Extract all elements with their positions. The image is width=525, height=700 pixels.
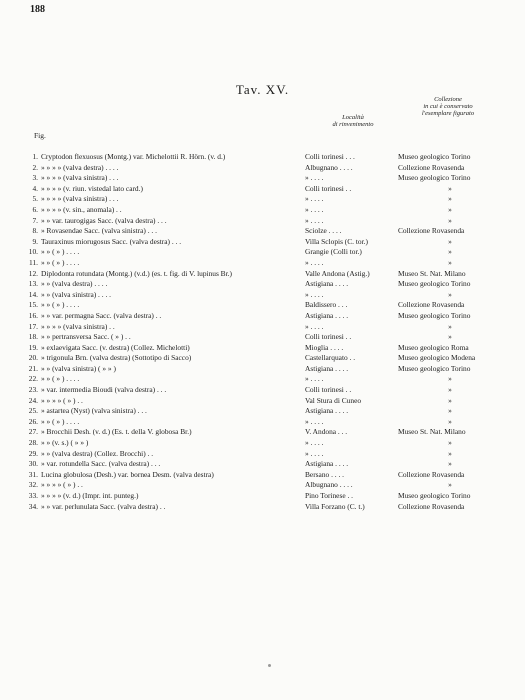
specimen-description: Lucina globulosa (Desh.) var. bornea Desm. (valva destra) <box>41 469 214 479</box>
figure-number: 9. <box>32 236 38 246</box>
header-locality-line: di rinvenimento <box>332 121 374 128</box>
table-row <box>0 269 525 280</box>
collection: » <box>448 183 452 193</box>
locality: Pino Torinese . . <box>305 491 353 500</box>
table-row <box>0 353 525 364</box>
figure-list <box>0 152 525 512</box>
figure-number: 3. <box>32 173 38 183</box>
collection: » <box>448 416 452 426</box>
figure-number: 11. <box>29 257 38 267</box>
figure-number: 25. <box>28 406 38 416</box>
header-collection-line: in cui è conservato <box>423 103 473 110</box>
figure-number: 24. <box>28 395 38 405</box>
collection: » <box>448 448 452 458</box>
collection: Museo geologico Torino <box>398 310 471 320</box>
locality: V. Andona . . . <box>305 427 348 437</box>
locality: Albugnano . . . . <box>305 162 353 172</box>
specimen-description: » » (valva destra) (Collez. Brocchi) . . <box>41 448 154 458</box>
locality: Grangie (Colli tor.) <box>305 247 362 257</box>
locality: » . . . . <box>305 204 324 214</box>
figure-number: 2. <box>32 162 38 172</box>
figure-number: 18. <box>28 332 38 342</box>
table-row <box>0 449 525 460</box>
collection: » <box>448 289 452 299</box>
table-row <box>0 311 525 322</box>
specimen-description: » var. rotundella Sacc. (valva destra) . . . <box>41 459 161 469</box>
table-row <box>0 396 525 407</box>
locality: Colli torinesi . . <box>305 385 352 395</box>
table-row <box>0 417 525 428</box>
locality: » . . . . <box>305 374 324 384</box>
specimen-description: » » (valva destra) . . . . <box>41 279 108 289</box>
plate-title: Tav. XV. <box>235 82 290 97</box>
figure-number: 19. <box>28 342 38 352</box>
collection: Museo St. Nat. Milano <box>398 268 466 278</box>
locality: Astigiana . . . . <box>305 459 349 469</box>
specimen-description: » » ( » ) . . . . <box>41 300 80 310</box>
specimen-description: Cryptodon flexuosus (Montg.) var. Michelottii R. Hörn. (v. d.) <box>41 152 226 161</box>
page-smudge <box>268 664 271 667</box>
figure-number: 22. <box>28 374 38 384</box>
figure-number: 33. <box>28 491 38 500</box>
specimen-description: » » var. taurogigas Sacc. (valva destra) . . . <box>41 215 167 225</box>
locality: Bersano . . . . <box>305 469 344 479</box>
table-row <box>0 226 525 237</box>
locality: » . . . . <box>305 438 324 448</box>
specimen-description: » » (valva sinistra) . . . . <box>41 289 111 299</box>
figure-number: 14. <box>28 289 38 299</box>
collection: » <box>448 194 452 204</box>
specimen-description: » » » » (valva sinistra) . . . <box>41 194 119 204</box>
figure-number: 4. <box>32 183 38 193</box>
figure-number: 32. <box>28 480 38 490</box>
figure-number: 16. <box>28 310 38 320</box>
table-row <box>0 173 525 184</box>
figure-number: 13. <box>28 279 38 289</box>
specimen-description: » » var. permagna Sacc. (valva destra) . . <box>41 310 162 320</box>
locality: Villa Sclopis (C. tor.) <box>305 236 368 246</box>
figure-number: 29. <box>28 448 38 458</box>
table-row <box>0 480 525 491</box>
figure-number: 27. <box>28 427 38 437</box>
table-row <box>0 290 525 301</box>
figure-number: 15. <box>28 300 38 310</box>
figure-number: 26. <box>28 416 38 426</box>
table-row <box>0 279 525 290</box>
collection: » <box>448 480 452 490</box>
specimen-description: » astartea (Nyst) (valva sinistra) . . . <box>41 406 147 416</box>
specimen-description: » » » » (v. riun. vistedal lato card.) <box>41 183 143 193</box>
locality: » . . . . <box>305 257 324 267</box>
figure-number: 30. <box>28 459 38 469</box>
specimen-description: » var. intermedia Bioudi (valva destra) . . . <box>41 385 167 395</box>
figure-number: 6. <box>32 204 38 214</box>
specimen-description: » » » » (valva sinistra) . . . <box>41 173 119 183</box>
table-row <box>0 205 525 216</box>
locality: Sciolze . . . . <box>305 226 342 236</box>
locality: Albugnano . . . . <box>305 480 353 490</box>
locality: Astigiana . . . . <box>305 310 349 320</box>
specimen-description: » » pertransversa Sacc. ( » ) . . <box>41 332 131 342</box>
collection: Collezione Rovasenda <box>398 469 465 479</box>
collection: » <box>448 257 452 267</box>
collection: » <box>448 204 452 214</box>
figure-number: 5. <box>32 194 38 204</box>
collection: » <box>448 236 452 246</box>
specimen-description: » » » » ( » ) . . <box>41 395 83 405</box>
locality: » . . . . <box>305 215 324 225</box>
collection: » <box>448 332 452 342</box>
collection: Collezione Rovasenda <box>398 501 465 511</box>
locality: Astigiana . . . . <box>305 279 349 289</box>
figure-number: 7. <box>32 215 38 225</box>
collection: Museo geologico Modena <box>398 353 476 363</box>
specimen-description: » » » » (v. sin., anomala) . . <box>41 204 122 214</box>
collection: » <box>448 247 452 257</box>
locality: » . . . . <box>305 321 324 331</box>
figure-number: 34. <box>28 501 38 511</box>
header-collection <box>398 96 498 117</box>
collection: » <box>448 438 452 448</box>
table-row <box>0 152 525 163</box>
locality: Colli torinesi . . <box>305 183 352 193</box>
table-row <box>0 184 525 195</box>
table-row <box>0 163 525 174</box>
table-row <box>0 258 525 269</box>
specimen-description: » trigonula Brn. (valva destra) (Sottotipo di Sacco) <box>41 353 192 363</box>
table-row <box>0 343 525 354</box>
table-row <box>0 322 525 333</box>
table-row <box>0 502 525 513</box>
specimen-description: » exlaevigata Sacc. (v. destra) (Collez. Michelotti) <box>41 342 190 352</box>
collection: » <box>448 385 452 395</box>
header-collection-line: l'esemplare figurato <box>421 110 475 117</box>
specimen-description: » » ( » ) . . . . <box>41 257 80 267</box>
collection: » <box>448 395 452 405</box>
specimen-description: » Brocchii Desh. (v. d.) (Es. t. della V. globosa Br.) <box>41 427 192 437</box>
locality: » . . . . <box>305 194 324 204</box>
table-row <box>0 332 525 343</box>
collection: Museo geologico Torino <box>398 363 471 373</box>
collection: Museo geologico Torino <box>398 491 471 500</box>
locality: Astigiana . . . . <box>305 363 349 373</box>
table-row <box>0 470 525 481</box>
specimen-description: Diplodonta rotundata (Montg.) (v.d.) (es. t. fig. di V. lupinus Br.) <box>41 268 232 278</box>
locality: Baldissero . . . <box>305 300 348 310</box>
collection: » <box>448 406 452 416</box>
figure-number: 31. <box>28 469 38 479</box>
specimen-description: » » ( » ) . . . . <box>41 416 80 426</box>
specimen-description: » » » » (v. d.) (Impr. int. punteg.) <box>41 491 139 500</box>
figure-number: 10. <box>28 247 38 257</box>
collection: Collezione Rovasenda <box>398 226 465 236</box>
specimen-description: » » var. perlunulata Sacc. (valva destra) . . <box>41 501 166 511</box>
collection: Museo geologico Torino <box>398 152 471 161</box>
collection: » <box>448 459 452 469</box>
locality: Colli torinesi . . . <box>305 152 355 161</box>
figure-number: 8. <box>32 226 38 236</box>
table-row <box>0 374 525 385</box>
table-row <box>0 364 525 375</box>
locality: » . . . . <box>305 289 324 299</box>
table-row <box>0 438 525 449</box>
locality: Villa Forzano (C. t.) <box>305 501 365 511</box>
table-row <box>0 247 525 258</box>
specimen-description: » » (v. s.) ( » » ) <box>41 438 89 448</box>
table-row <box>0 300 525 311</box>
collection: Collezione Rovasenda <box>398 162 465 172</box>
figure-number: 1. <box>32 152 38 161</box>
table-row <box>0 406 525 417</box>
collection: Museo geologico Roma <box>398 342 469 352</box>
collection: Collezione Rovasenda <box>398 300 465 310</box>
table-row <box>0 216 525 227</box>
figure-number: 17. <box>28 321 38 331</box>
table-row <box>0 427 525 438</box>
locality: Mioglia . . . . <box>305 342 344 352</box>
specimen-description: » » (valva sinistra) ( » » ) <box>41 363 116 373</box>
locality: Castellarquato . . <box>305 353 356 363</box>
collection: Museo St. Nat. Milano <box>398 427 466 437</box>
collection: » <box>448 321 452 331</box>
locality: Val Stura di Cuneo <box>305 395 362 405</box>
specimen-description: » » » » (valva sinistra) . . <box>41 321 115 331</box>
locality: Colli torinesi . . <box>305 332 352 342</box>
specimen-description: » Rovasendae Sacc. (valva sinistra) . . . <box>41 226 157 236</box>
page-number: 188 <box>30 4 45 15</box>
locality: » . . . . <box>305 448 324 458</box>
figure-number: 20. <box>28 353 38 363</box>
table-row <box>0 459 525 470</box>
collection: Museo geologico Torino <box>398 173 471 183</box>
collection: Museo geologico Torino <box>398 279 471 289</box>
specimen-description: » » ( » ) . . . . <box>41 247 80 257</box>
specimen-description: » » » » ( » ) . . <box>41 480 83 490</box>
header-collection-line: Collezione <box>434 96 462 103</box>
figure-number: 21. <box>28 363 38 373</box>
header-locality <box>318 114 388 128</box>
header-locality-line: Località <box>342 114 364 121</box>
collection: » <box>448 215 452 225</box>
table-row <box>0 491 525 502</box>
header-fig: Fig. <box>34 131 46 140</box>
locality: Valle Andona (Astig.) <box>305 268 370 278</box>
collection: » <box>448 374 452 384</box>
figure-number: 28. <box>28 438 38 448</box>
specimen-description: » » » » (valva destra) . . . . <box>41 162 119 172</box>
figure-number: 12. <box>28 268 38 278</box>
table-row <box>0 237 525 248</box>
specimen-description: » » ( » ) . . . . <box>41 374 80 384</box>
locality: Astigiana . . . . <box>305 406 349 416</box>
locality: » . . . . <box>305 173 324 183</box>
table-row <box>0 385 525 396</box>
figure-number: 23. <box>28 385 38 395</box>
locality: » . . . . <box>305 416 324 426</box>
specimen-description: Tauraxinus miorugosus Sacc. (valva destra) . . . <box>41 236 182 246</box>
table-row <box>0 194 525 205</box>
